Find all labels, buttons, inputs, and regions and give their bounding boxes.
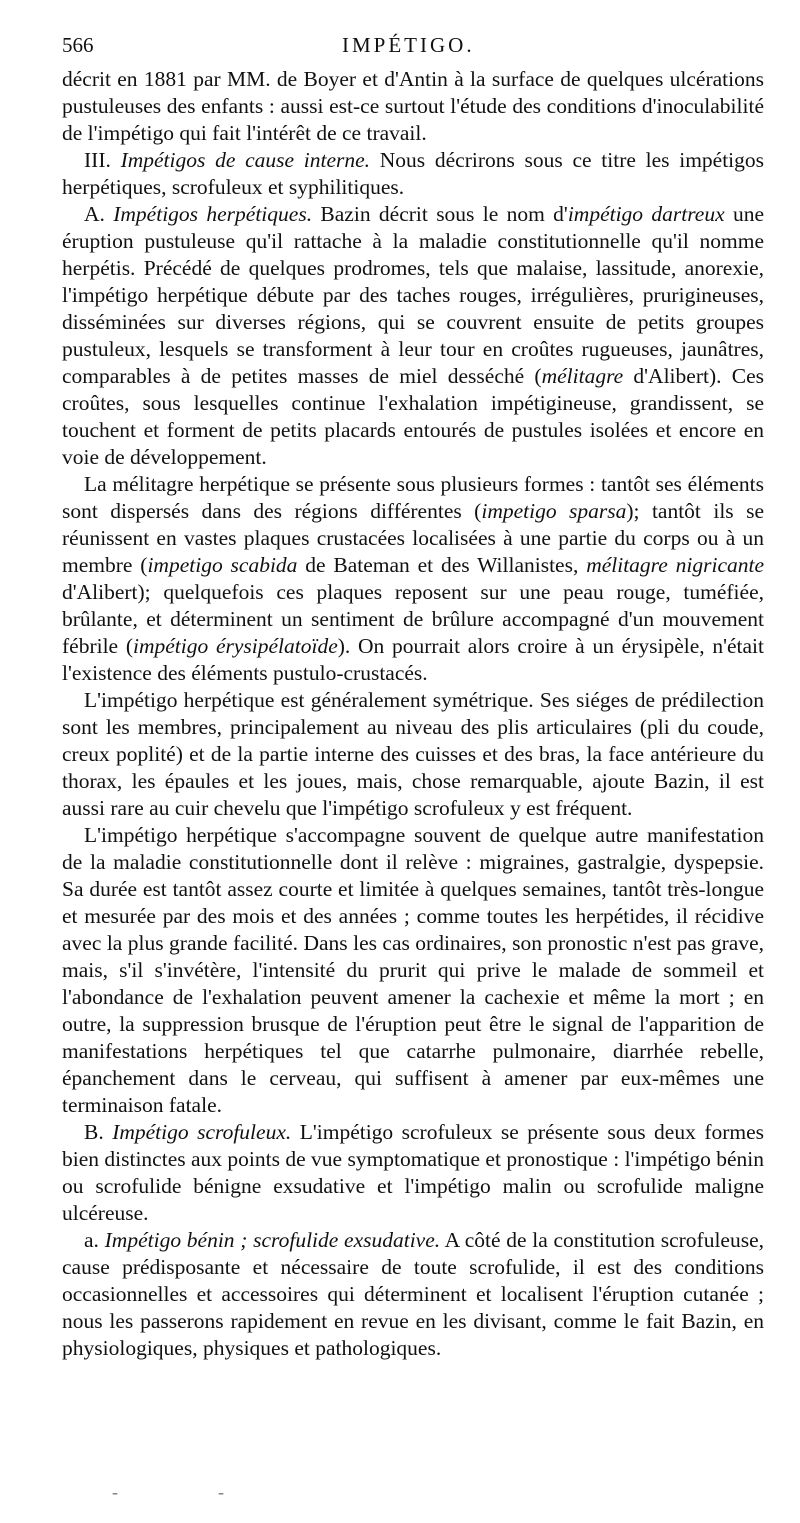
paragraph-text: d'Alibert); quelquefois ces plaques reposent sur une peau rouge, tuméfiée, brûlante, et déterminent un sentiment de brûlure accompagné d'un mouvement fébrile ( [62, 580, 764, 658]
page-number: 566 [62, 33, 94, 57]
paragraph-text: Bazin décrit sous le nom d' [320, 202, 568, 226]
italic-term: impetigo sparsa [481, 499, 627, 523]
paragraph-7 [62, 1119, 764, 1227]
subsection-letter: A. [84, 202, 105, 226]
italic-term: mélitagre [541, 364, 624, 388]
subsection-title: Impétigos herpétiques. [113, 202, 313, 226]
document-page [62, 32, 764, 1362]
paragraph-text: de Bateman et des Willanistes, [297, 553, 587, 577]
paragraph-text: une éruption pustuleuse qu'il rattache à la maladie constitutionnelle qu'il nomme herpétis. Précédé de quelques prodromes, tels que malaise, lassitude, anorexie, l'impétigo herpétique débute par des taches rouges, irrégulières, prurigineuses, disséminées sur diverses régions, qui se couvrent ensuite de petits groupes pustuleux, lesquels se transforment à leur tour en croûtes rugueuses, jaunâtres, comparables à de petites masses de miel desséché ( [62, 202, 765, 388]
subsection-letter: B. [84, 1120, 104, 1144]
section-title: Impétigos de cause interne. [120, 148, 371, 172]
footer-mark-right: - [218, 1482, 224, 1502]
subsection-title: Impétigo scrofuleux. [112, 1120, 292, 1144]
footer-mark-left: - [112, 1482, 118, 1502]
paragraph-2 [62, 147, 764, 201]
italic-term: impétigo érysipélatoïde [133, 634, 338, 658]
running-header [62, 32, 764, 66]
section-number: III. [84, 148, 111, 172]
italic-term: impétigo dartreux [567, 202, 725, 226]
paragraph-text: ). On pourrait alors croire à un érysipèle, n'était l'existence des éléments pustulo-crustacés. [62, 634, 764, 685]
paragraph-6: L'impétigo herpétique s'accompagne souvent de quelque autre manifestation de la maladie constitutionnelle dont il relève : migraines, gastralgie, dyspepsie. Sa durée est tantôt assez courte et limitée à quelques semaines, tantôt très-longue et mesurée par des mois et des années ; comme toutes les herpétides, il récidive avec la plus grande facilité. Dans les cas ordinaires, son pronostic n'est pas grave, mais, s'il s'invétère, l'intensité du prurit qui prive le malade de sommeil et l'abondance de l'exhalation peuvent amener la cachexie et même la mort ; en outre, la suppression brusque de l'éruption peut être le signal de l'apparition de manifestations herpétiques tel que catarrhe pulmonaire, diarrhée rebelle, épanchement dans le cerveau, qui suffisent à amener par eux-mêmes une terminaison fatale. [62, 823, 764, 1117]
paragraph-5: L'impétigo herpétique est généralement symétrique. Ses siéges de prédilection sont les membres, principalement au niveau des plis articulaires (pli du coude, creux poplité) et de la partie interne des cuisses et des bras, la face antérieure du thorax, les épaules et les joues, mais, chose remarquable, ajoute Bazin, il est aussi rare au cuir chevelu que l'impétigo scrofuleux y est fréquent. [62, 688, 764, 820]
subsection-title: Impétigo bénin ; scrofulide exsudative. [104, 1228, 441, 1252]
paragraph-text: L'impétigo scrofuleux se présente sous deux formes bien distinctes aux points de vue symptomatique et pronostique : l'impétigo bénin ou scrofulide bénigne exsudative et l'impétigo malin ou scrofulide maligne ulcéreuse. [62, 1120, 765, 1225]
paragraph-8 [62, 1227, 764, 1362]
italic-term: mélitagre nigricante [586, 553, 764, 577]
subsection-letter: a. [84, 1228, 99, 1252]
paragraph-text: ); tantôt ils se réunissent en vastes plaques crustacées localisées à une partie du corps ou à un membre ( [62, 499, 765, 577]
italic-term: impetigo scabida [147, 553, 298, 577]
paragraph-text: A côté de la constitution scrofuleuse, cause prédisposante et nécessaire de toute scrofulide, il est des conditions occasionnelles et accessoires qui déterminent et localisent l'éruption cutanée ; nous les passerons rapidement en revue en les divisant, comme le fait Bazin, en physiologiques, physiques et pathologiques. [62, 1228, 764, 1360]
running-title: IMPÉTIGO. [342, 33, 475, 57]
paragraph-1: décrit en 1881 par MM. de Boyer et d'Antin à la surface de quelques ulcérations pustuleuses des enfants : aussi est-ce surtout l'étude des conditions d'inoculabilité de l'impétigo qui fait l'intérêt de ce travail. [62, 67, 764, 145]
paragraph-3 [62, 201, 764, 471]
footer-marks [0, 1482, 800, 1502]
paragraph-4 [62, 471, 764, 687]
paragraph-text: La mélitagre herpétique se présente sous plusieurs formes : tantôt ses éléments sont dispersés dans des régions différentes ( [62, 472, 764, 523]
section-text: Nous décrirons sous ce titre les impétigos herpétiques, scrofuleux et syphilitiques. [62, 148, 765, 199]
paragraph-text: d'Alibert). Ces croûtes, sous lesquelles continue l'exhalation impétigineuse, grandissent, se touchent et forment de petits placards entourés de pustules isolées et encore en voie de développement. [62, 364, 764, 469]
